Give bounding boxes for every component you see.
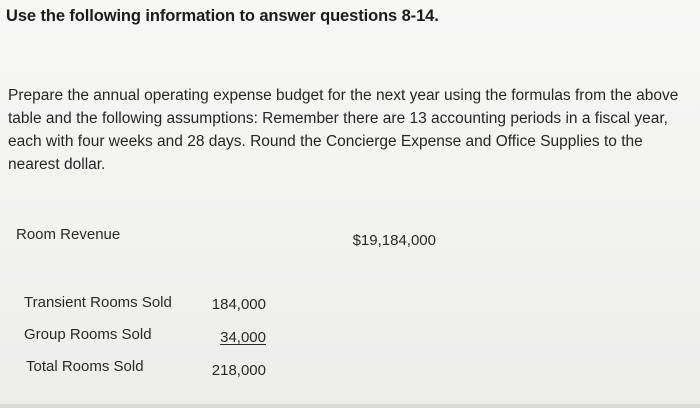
instructions-paragraph: Prepare the annual operating expense budget for the next year using the formulas from the above table and the following assumptions: Remember there are 13 accounting periods in a fiscal year, each with four weeks and 28 days. Round the Concierge Expense and Office Supplies to the nearest dollar. [8,87,679,173]
room-revenue-value: $19,184,000 [352,232,436,249]
transient-rooms-value: 184,000 [211,296,266,313]
total-rooms-label: Total Rooms Sold [26,358,144,375]
total-rooms-value: 218,000 [211,362,266,379]
heading: Use the following information to answer questions 8-14. [6,7,439,25]
room-revenue-label: Room Revenue [16,226,121,243]
transient-rooms-label: Transient Rooms Sold [24,294,172,311]
group-rooms-value: 34,000 [220,329,266,346]
page-bottom-edge [0,404,700,408]
group-rooms-label: Group Rooms Sold [24,326,152,343]
